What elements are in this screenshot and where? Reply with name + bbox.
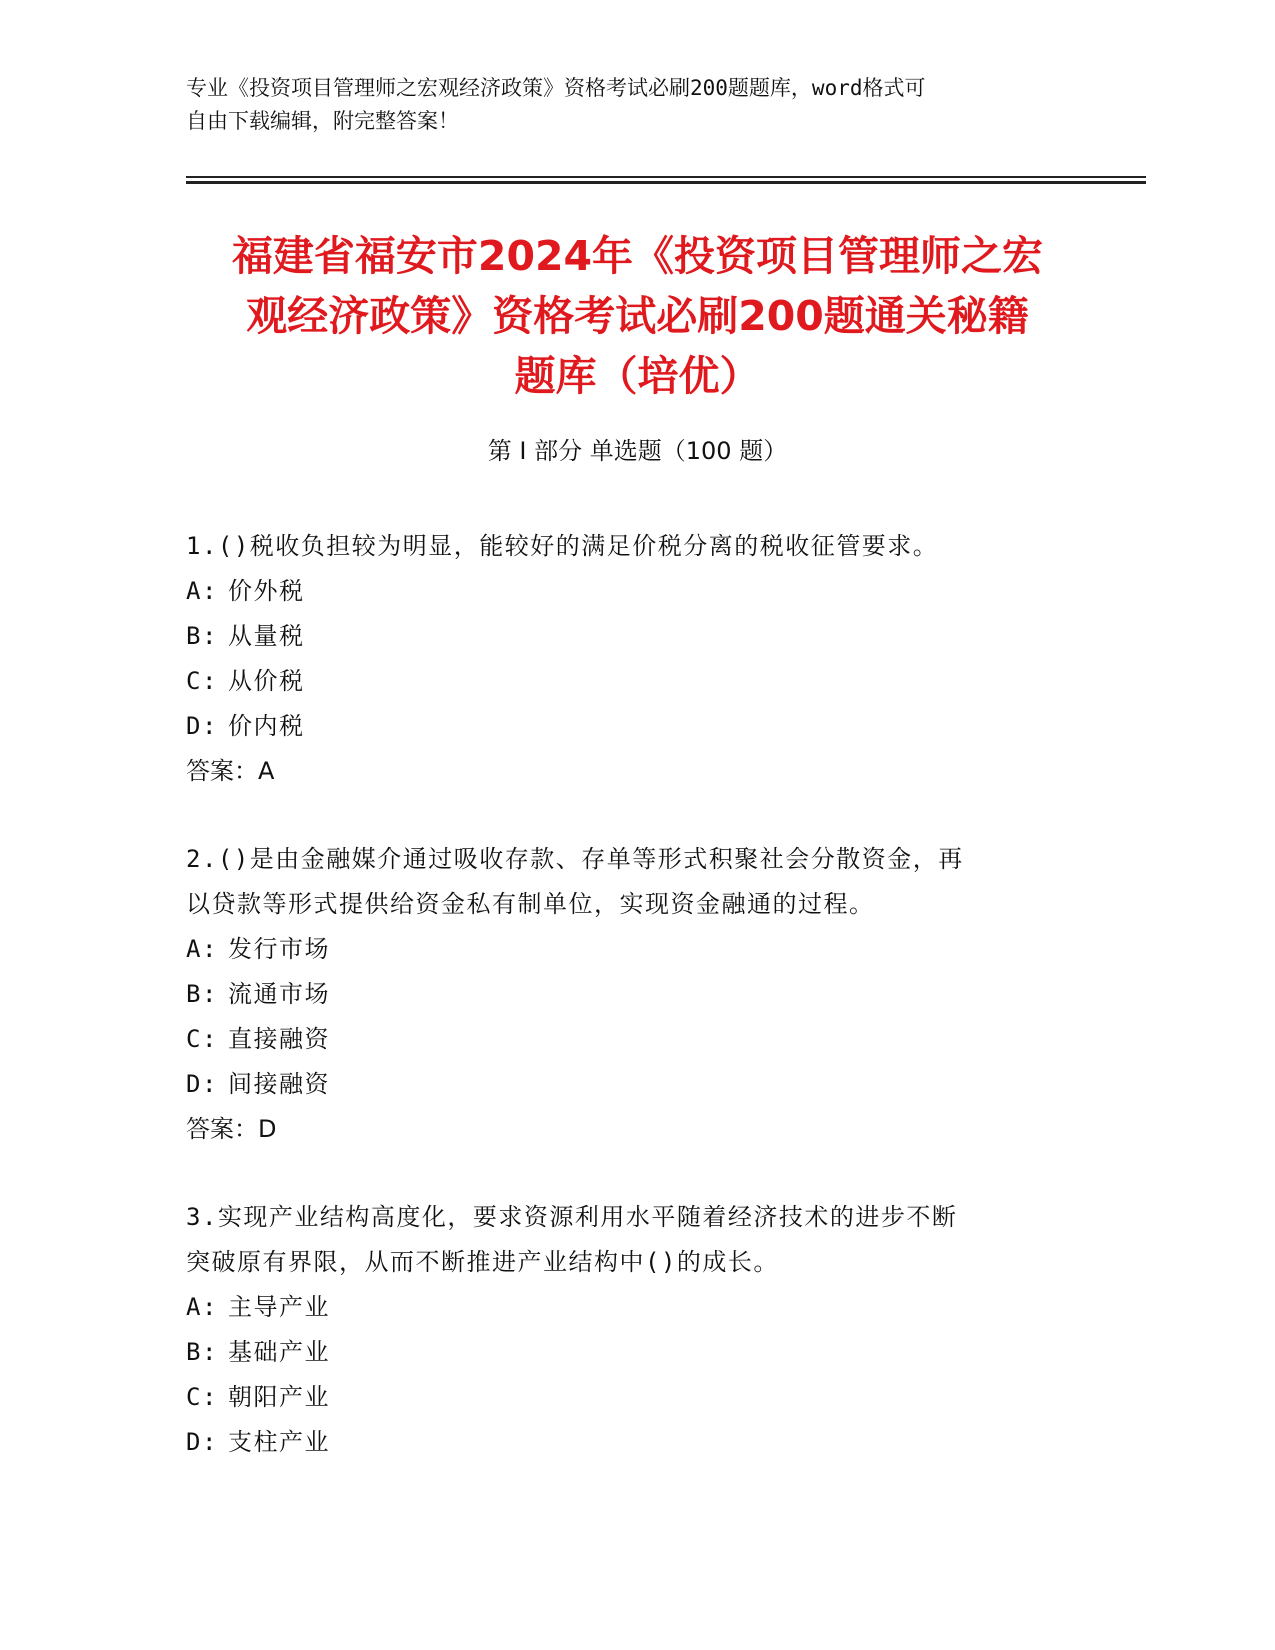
question-stem: 以贷款等形式提供给资金私有制单位，实现资金融通的过程。 xyxy=(186,890,875,918)
option-letter: A: xyxy=(186,1293,218,1321)
option-letter: D: xyxy=(186,1070,218,1098)
option-a xyxy=(186,927,1066,972)
option-letter: C: xyxy=(186,1383,218,1411)
option-c xyxy=(186,1017,1066,1062)
header-note xyxy=(186,72,1086,138)
header-divider xyxy=(186,176,1146,178)
option-text: 发行市场 xyxy=(228,935,330,963)
option-d xyxy=(186,1420,1066,1465)
option-letter: D: xyxy=(186,712,218,740)
option-d xyxy=(186,1062,1066,1107)
option-a xyxy=(186,569,1066,614)
option-letter: C: xyxy=(186,1025,218,1053)
header-note-line: 自由下载编辑，附完整答案！ xyxy=(186,109,459,133)
option-text: 从价税 xyxy=(228,667,305,695)
question-list xyxy=(186,524,1066,1508)
option-b xyxy=(186,1330,1066,1375)
header-note-line: 专业《投资项目管理师之宏观经济政策》资格考试必刷200题题库，word格式可 xyxy=(186,76,926,100)
question-item xyxy=(186,524,1066,794)
option-text: 价外税 xyxy=(228,577,305,605)
option-letter: A: xyxy=(186,577,218,605)
question-stem: 2.()是由金融媒介通过吸收存款、存单等形式积聚社会分散资金，再 xyxy=(186,845,964,873)
option-text: 价内税 xyxy=(228,712,305,740)
option-letter: B: xyxy=(186,622,218,650)
option-b xyxy=(186,614,1066,659)
option-text: 基础产业 xyxy=(228,1338,330,1366)
option-text: 从量税 xyxy=(228,622,305,650)
option-text: 间接融资 xyxy=(228,1070,330,1098)
title-line: 题库（培优） xyxy=(514,352,761,400)
option-text: 支柱产业 xyxy=(228,1428,330,1456)
option-letter: A: xyxy=(186,935,218,963)
option-c xyxy=(186,1375,1066,1420)
question-stem: 突破原有界限，从而不断推进产业结构中()的成长。 xyxy=(186,1248,779,1276)
option-c xyxy=(186,659,1066,704)
option-text: 主导产业 xyxy=(228,1293,330,1321)
option-text: 朝阳产业 xyxy=(228,1383,330,1411)
title-line: 福建省福安市2024年《投资项目管理师之宏 xyxy=(231,232,1044,280)
option-b xyxy=(186,972,1066,1017)
option-a xyxy=(186,1285,1066,1330)
option-text: 直接融资 xyxy=(228,1025,330,1053)
question-stem: 1.()税收负担较为明显，能较好的满足价税分离的税收征管要求。 xyxy=(186,532,939,560)
option-letter: D: xyxy=(186,1428,218,1456)
question-stem: 3.实现产业结构高度化，要求资源利用水平随着经济技术的进步不断 xyxy=(186,1203,958,1231)
option-d xyxy=(186,704,1066,749)
question-item xyxy=(186,1195,1066,1465)
answer-line: 答案：A xyxy=(186,757,275,785)
title-line: 观经济政策》资格考试必刷200题通关秘籍 xyxy=(246,292,1029,340)
option-letter: C: xyxy=(186,667,218,695)
answer-line: 答案：D xyxy=(186,1115,277,1143)
option-letter: B: xyxy=(186,980,218,1008)
question-item xyxy=(186,837,1066,1152)
section-heading: 第 I 部分 单选题（100 题） xyxy=(487,437,788,465)
document-title xyxy=(150,226,1125,406)
header-divider-thick xyxy=(186,181,1146,184)
option-text: 流通市场 xyxy=(228,980,330,1008)
option-letter: B: xyxy=(186,1338,218,1366)
